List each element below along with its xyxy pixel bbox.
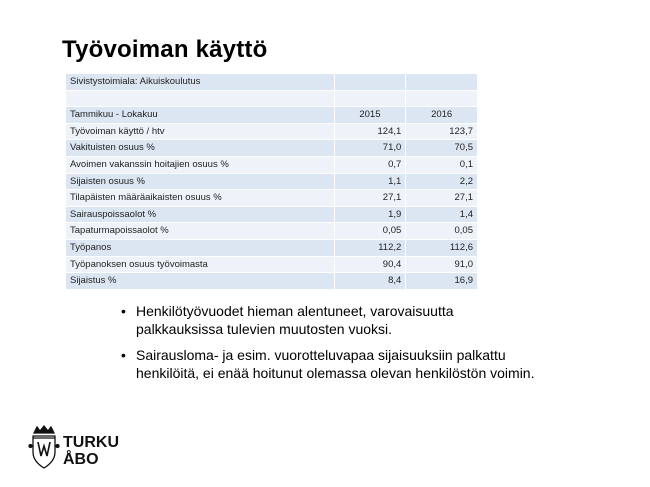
year-header-2016: 2016 xyxy=(406,107,478,124)
value-2016: 70,5 xyxy=(406,140,478,157)
row-label: Tilapäisten määräaikaisten osuus % xyxy=(66,190,334,207)
row-label: Tapaturmapoissaolot % xyxy=(66,223,334,240)
logo-wordmark xyxy=(63,434,119,468)
value-2016: 91,0 xyxy=(406,256,478,273)
row-label: Työpanos xyxy=(66,239,334,256)
value-2015: 112,2 xyxy=(334,239,406,256)
row-label: Avoimen vakanssin hoitajien osuus % xyxy=(66,156,334,173)
row-label: Työpanoksen osuus työvoimasta xyxy=(66,256,334,273)
value-2015: 0,05 xyxy=(334,223,406,240)
logo-line-abo: ÅBO xyxy=(63,451,99,468)
table-row xyxy=(66,156,478,173)
table-row xyxy=(66,223,478,240)
value-2016: 0,1 xyxy=(406,156,478,173)
bullet-item xyxy=(118,302,538,338)
slide-title: Työvoiman käyttö xyxy=(62,36,268,63)
value-2016: 112,6 xyxy=(406,239,478,256)
row-label: Sijaistus % xyxy=(66,273,334,290)
table-row xyxy=(66,123,478,140)
row-label: Sairauspoissaolot % xyxy=(66,206,334,223)
value-2015: 0,7 xyxy=(334,156,406,173)
value-2015: 1,9 xyxy=(334,206,406,223)
table-row xyxy=(66,239,478,256)
table-row xyxy=(66,206,478,223)
table-row xyxy=(66,140,478,157)
row-label: Vakituisten osuus % xyxy=(66,140,334,157)
bullet-list xyxy=(118,302,538,390)
turku-coat-of-arms-icon xyxy=(28,424,60,470)
value-2016: 2,2 xyxy=(406,173,478,190)
table-row-spacer xyxy=(66,90,478,107)
bullet-text: Henkilötyövuodet hieman alentuneet, varovaisuutta palkkauksissa tulevien muutosten vuoksi. xyxy=(136,303,454,337)
value-2015: 124,1 xyxy=(334,123,406,140)
bullet-dot-icon: • xyxy=(121,303,126,319)
period-label: Tammikuu - Lokakuu xyxy=(66,107,334,124)
year-header-2015: 2015 xyxy=(334,107,406,124)
value-2015: 1,1 xyxy=(334,173,406,190)
table-row xyxy=(66,256,478,273)
value-2016: 1,4 xyxy=(406,206,478,223)
row-label: Työvoiman käyttö / htv xyxy=(66,123,334,140)
bullet-text: Sairausloma- ja esim. vuorotteluvapaa sijaisuuksiin palkattu henkilöitä, ei enää hoitunut olemassa olevan henkilöstön voimin. xyxy=(136,347,535,381)
workforce-table xyxy=(66,74,478,290)
value-2016: 16,9 xyxy=(406,273,478,290)
bullet-item xyxy=(118,346,538,382)
value-2015: 90,4 xyxy=(334,256,406,273)
value-2015: 27,1 xyxy=(334,190,406,207)
value-2016: 27,1 xyxy=(406,190,478,207)
value-2015: 71,0 xyxy=(334,140,406,157)
table-row xyxy=(66,190,478,207)
turku-logo xyxy=(28,424,138,470)
row-label: Sijaisten osuus % xyxy=(66,173,334,190)
table-header-row xyxy=(66,107,478,124)
table-row-org xyxy=(66,74,478,90)
table-row xyxy=(66,173,478,190)
org-label: Sivistystoimiala: Aikuiskoulutus xyxy=(66,74,334,90)
bullet-dot-icon: • xyxy=(121,347,126,363)
value-2015: 8,4 xyxy=(334,273,406,290)
value-2016: 0,05 xyxy=(406,223,478,240)
logo-line-turku: TURKU xyxy=(63,434,119,451)
table-row xyxy=(66,273,478,290)
value-2016: 123,7 xyxy=(406,123,478,140)
